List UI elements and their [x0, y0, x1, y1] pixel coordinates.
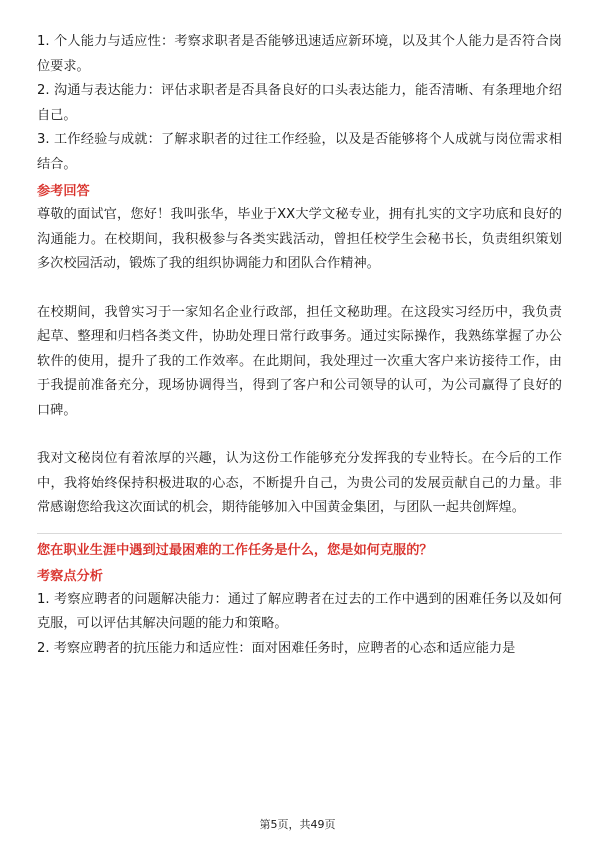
answer-paragraph-3: 我对文秘岗位有着浓厚的兴趣，认为这份工作能够充分发挥我的专业特长。在今后的工作中，我将始终保持积极进取的心态，不断提升自己，为贵公司的发展贡献自己的力量。非常感谢您给我这次面试的机会，期待能够加入中国黄金集团，与团队一起共创辉煌。	[37, 451, 562, 515]
answer-paragraph-2: 在校期间，我曾实习于一家知名企业行政部，担任文秘助理。在这段实习经历中，我负责起草、整理和归档各类文件，协助处理日常行政事务。通过实际操作，我熟练掌握了办公软件的使用，提升了我的工作效率。在此期间，我处理过一次重大客户来访接待工作，由于我提前准备充分，现场协调得当，得到了客户和公司领导的认可，为公司赢得了良好的口碑。	[37, 304, 562, 418]
paragraph-spacer	[37, 423, 562, 447]
section-divider	[37, 533, 562, 534]
answer-paragraph-1: 尊敬的面试官，您好！我叫张华，毕业于XX大学文秘专业，拥有扎实的文字功底和良好的沟通能力。在校期间，我积极参与各类实践活动，曾担任校学生会秘书长，负责组织策划多次校园活动，锻炼了我的组织协调能力和团队合作精神。	[37, 207, 562, 271]
page-number: 第5页，共49页	[259, 818, 336, 831]
page-content	[37, 30, 562, 661]
answer-heading: 参考回答	[37, 184, 90, 199]
paragraph-spacer	[37, 277, 562, 301]
intro-point-2: 2. 沟通与表达能力：评估求职者是否具备良好的口头表达能力，能否清晰、有条理地介绍自己。	[37, 83, 562, 123]
intro-point-3: 3. 工作经验与成就：了解求职者的过往工作经验，以及是否能够将个人成就与岗位需求相结合。	[37, 132, 562, 172]
analysis-point-2: 2. 考察应聘者的抗压能力和适应性：面对困难任务时，应聘者的心态和适应能力是	[37, 640, 516, 656]
analysis-heading: 考察点分析	[37, 568, 103, 584]
analysis-point-1: 1. 考察应聘者的问题解决能力：通过了解应聘者在过去的工作中遇到的困难任务以及如何克服，可以评估其解决问题的能力和策略。	[37, 591, 562, 631]
intro-point-1: 1. 个人能力与适应性：考察求职者是否能够迅速适应新环境，以及其个人能力是否符合岗位要求。	[37, 34, 562, 74]
question-title: 您在职业生涯中遇到过最困难的工作任务是什么，您是如何克服的？	[37, 542, 433, 558]
